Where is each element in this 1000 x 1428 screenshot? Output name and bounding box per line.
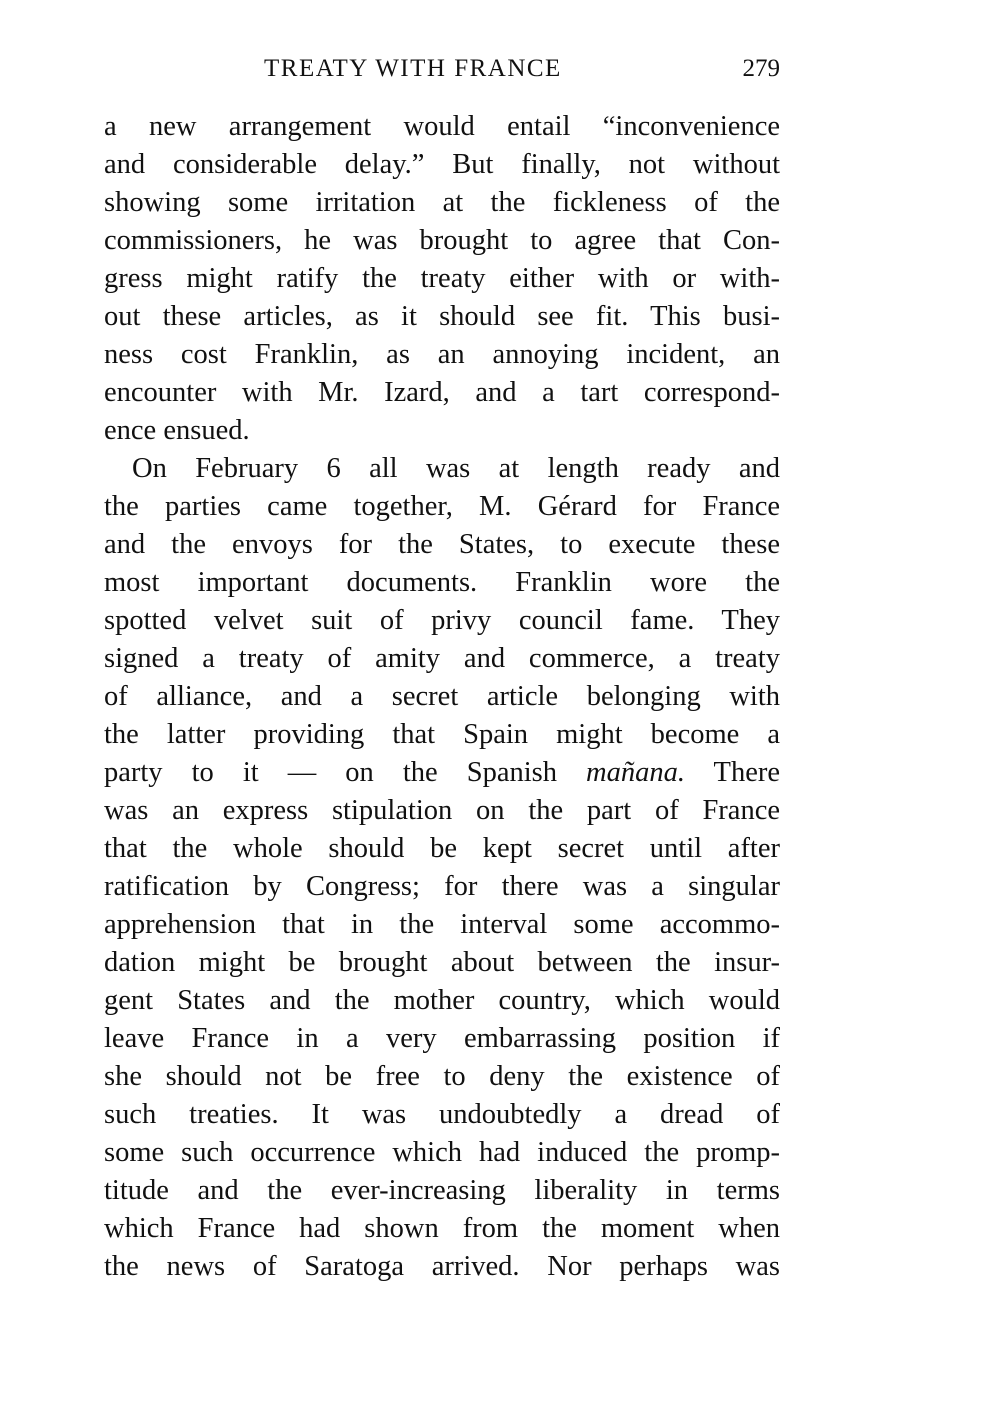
text-line: ness cost Franklin, as an annoying incident, an [104, 339, 780, 370]
text-run: party to it — on the Spanish [104, 757, 587, 788]
text-line: dation might be brought about between the insur- [104, 947, 780, 978]
text-line: was an express stipulation on the part of France [104, 795, 780, 826]
text-line: the news of Saratoga arrived. Nor perhaps was [104, 1251, 780, 1282]
text-line: which France had shown from the moment when [104, 1213, 780, 1244]
running-title: TREATY WITH FRANCE [264, 55, 562, 82]
text-line: that the whole should be kept secret until after [104, 833, 780, 864]
text-line: ratification by Congress; for there was a singular [104, 871, 780, 902]
text-line: titude and the ever-increasing liberality in terms [104, 1175, 780, 1206]
page-number: 279 [742, 55, 780, 82]
text-line: gent States and the mother country, which would [104, 985, 780, 1016]
text-line: and considerable delay.” But finally, not without [104, 149, 780, 180]
italic-word: mañana. [586, 757, 686, 788]
text-line: of alliance, and a secret article belonging with [104, 681, 780, 712]
text-line: leave France in a very embarrassing position if [104, 1023, 780, 1054]
text-line: commissioners, he was brought to agree that Con- [104, 225, 780, 256]
text-line: a new arrangement would entail “inconvenience [104, 111, 780, 142]
text-line: showing some irritation at the fickleness of the [104, 187, 780, 218]
text-line [104, 754, 780, 792]
running-head [104, 52, 780, 86]
text-line: signed a treaty of amity and commerce, a treaty [104, 643, 780, 674]
text-line: ence ensued. [104, 415, 250, 446]
text-line: the parties came together, M. Gérard for France [104, 491, 780, 522]
text-line: most important documents. Franklin wore the [104, 567, 780, 598]
text-run: There [685, 757, 781, 788]
text-line: encounter with Mr. Izard, and a tart correspond- [104, 377, 780, 408]
text-line: such treaties. It was undoubtedly a dread of [104, 1099, 780, 1130]
text-line: On February 6 all was at length ready and [132, 453, 780, 484]
text-line: some such occurrence which had induced the promp- [104, 1137, 780, 1168]
text-line: apprehension that in the interval some accommo- [104, 909, 780, 940]
text-line: the latter providing that Spain might become a [104, 719, 780, 750]
text-line: and the envoys for the States, to execute these [104, 529, 780, 560]
text-line: she should not be free to deny the existence of [104, 1061, 780, 1092]
text-line: spotted velvet suit of privy council fame. They [104, 605, 780, 636]
text-line: gress might ratify the treaty either with or with- [104, 263, 780, 294]
text-line: out these articles, as it should see fit. This busi- [104, 301, 780, 332]
